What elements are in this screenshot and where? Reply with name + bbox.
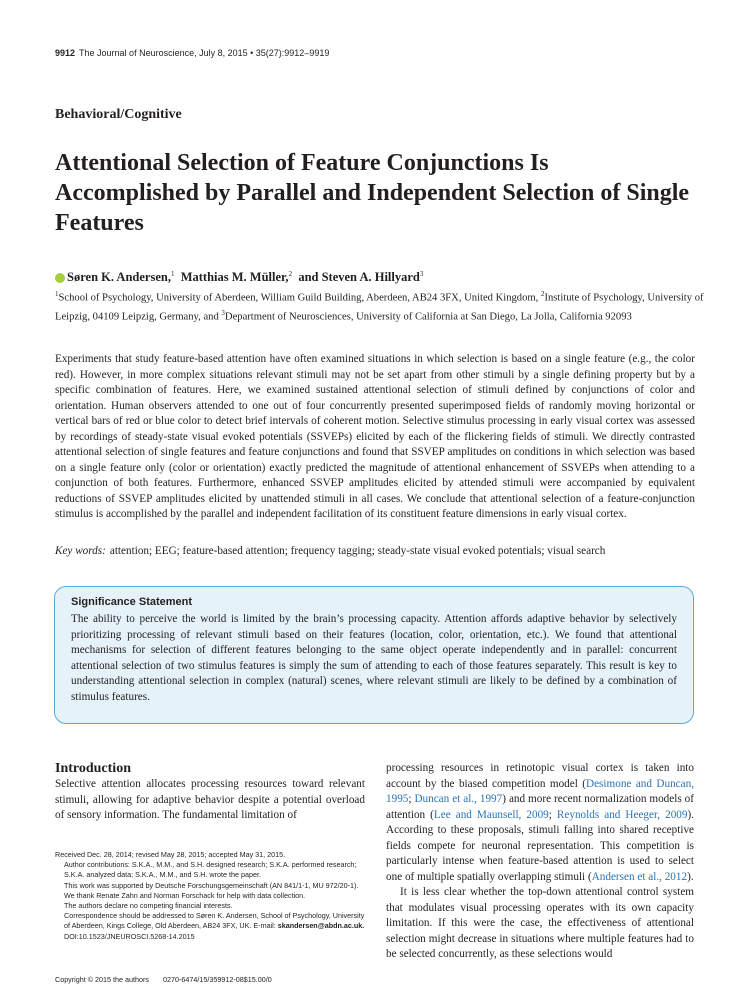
citation-link[interactable]: Andersen et al., 2012	[591, 870, 688, 883]
keywords-label: Key words:	[55, 545, 106, 557]
keywords	[55, 545, 605, 557]
journal-citation: The Journal of Neuroscience, July 8, 2015 • 35(27):9912–9919	[79, 48, 330, 58]
citation-link[interactable]: Duncan et al., 1997	[414, 793, 503, 805]
introduction-right-column	[386, 761, 694, 963]
issn: 0270-6474/15/359912-08$15.00/0	[163, 975, 272, 984]
copyright: Copyright © 2015 the authors	[55, 975, 149, 984]
copyright-line	[55, 975, 286, 984]
intro-paragraph-1: processing resources in retinotopic visual cortex is taken into account by the biased competition model (Desimone and Duncan, 1995; Duncan et al., 1997) and more recent normalization models of attention (Lee and Maunsell, 2009; Reynolds and Heeger, 2009). According to these proposals, stimuli falling into shared receptive fields compete for neuronal representation. This competition is particularly intense when feature-based attention is used to select one of multiple spatially overlapping stimuli (Andersen et al., 2012).	[386, 762, 695, 883]
significance-title: Significance Statement	[71, 596, 193, 608]
introduction-heading: Introduction	[55, 761, 131, 776]
author-1[interactable]: Søren K. Andersen,$^1$	[67, 270, 175, 285]
footnote-doi: DOI:10.1523/JNEUROSCI.5268-14.2015	[64, 931, 195, 941]
footnote-received: Received Dec. 28, 2014; revised May 28, 2015; accepted May 31, 2015.	[55, 850, 286, 859]
page-number: 9912	[55, 48, 76, 58]
keywords-list: attention; EEG; feature-based attention; frequency tagging; steady-state visual evoked potentials; visual search	[109, 545, 606, 557]
significance-statement-box	[54, 586, 694, 724]
footnote-correspondence: Correspondence should be addressed to Søren K. Andersen, School of Psychology, University of Aberdeen, Kings College, Old Aberdeen, AB24 3FX, UK. E-mail: skandersen@abdn.ac.uk.	[64, 911, 365, 931]
affiliations: $^1$School of Psychology, University of Aberdeen, William Guild Building, Aberdeen, AB24 3FX, United Kingdom, $^2$Institute of Psychology, University of Leipzig, 04109 Leipzig, Germany, and $^3$Department of Neurosciences, University of California at San Diego, La Jolla, California 92093	[55, 290, 704, 323]
intro-paragraph-2: It is less clear whether the top-down attentional control system that modulates visual processing operates with its own capacity limitation. If this were the case, the effectiveness of attentional selection might decrease in situations where multiple features had to be selected concurrently, as these selections would	[386, 886, 694, 960]
introduction-left-text: Selective attention allocates processing resources toward relevant stimuli, allowing for adaptive behavior despite a potential overload of sensory information. The fundamental limitation of	[55, 778, 365, 821]
running-header	[55, 48, 329, 58]
orcid-icon[interactable]	[55, 273, 65, 283]
author-2[interactable]: Matthias M. Müller,$^2$	[180, 270, 293, 285]
abstract: Experiments that study feature-based attention have often examined situations in which selection is based on a single feature (e.g., the color red). However, in more complex situations relevant stimuli may not be set apart from other stimuli by a single defining property but by a specific combination of features. Here, we examined sustained attentional selection of stimuli defined by conjunctions of color and orientation. Human observers attended to one out of four concurrently presented superimposed fields of randomly moving horizontal or vertical bars of red or blue color to detect brief intervals of coherent motion. Selective stimulus processing in early visual cortex was assessed by recordings of steady-state visual evoked potentials (SSVEPs) elicited by each of the flickering fields of stimuli. We directly contrasted attentional selection of single features and feature conjunctions and found that SSVEP amplitudes on conditions in which selection was based on a single feature only (color or orientation) exactly predicted the magnitude of attentional enhancement of SSVEPs when attending to a conjunction of both features. Furthermore, enhanced SSVEP amplitudes elicited by attended stimuli were accompanied by equivalent reductions of SSVEP amplitudes elicited by unattended stimuli in all cases. We conclude that attentional selection of a feature-conjunction stimulus is accomplished by the parallel and independent facilitation of its constituent feature dimensions in early visual cortex.	[55, 353, 695, 520]
author-3[interactable]: and Steven A. Hillyard$^3$	[298, 270, 424, 285]
author-list	[55, 270, 423, 285]
citation-link[interactable]: Lee and Maunsell, 2009	[433, 808, 549, 821]
email-link[interactable]: skandersen@abdn.ac.uk.	[277, 921, 365, 931]
footnote-contributions: Author contributions: S.K.A., M.M., and S.H. designed research; S.K.A. performed research; S.K.A. analyzed data; S.K.A., M.M., and S.H. wrote the paper.	[64, 860, 357, 880]
footnote-funding: This work was supported by Deutsche Forschungsgemeinschaft (AN 841/1-1, MU 972/20-1). We thank Renate Zahn and Norman Forschack for help with data collection.	[64, 880, 359, 900]
citation-link[interactable]: Desimone and Duncan, 1995	[386, 777, 695, 805]
footnote-competing: The authors declare no competing financial interests.	[64, 901, 233, 911]
paper-title: Attentional Selection of Feature Conjunctions Is Accomplished by Parallel and Independent Selection of Single Features	[55, 150, 690, 236]
citation-link[interactable]: Reynolds and Heeger, 2009	[556, 808, 688, 821]
section-label: Behavioral/Cognitive	[55, 107, 182, 122]
footnotes	[55, 850, 365, 942]
significance-text: The ability to perceive the world is limited by the brain’s processing capacity. Attention affords adaptive behavior by selectively prioritizing processing of relevant stimuli based on their features (location, color, orientation, etc.). We found that attentional mechanisms for selection of different features belonging to the same object operate independently and in parallel: concurrent attentional selection of two stimulus features is simply the sum of attending to each of those features separately. This result is key to understanding attentional selection in complex (natural) scenes, where relevant stimuli are likely to be defined by a combination of stimulus features.	[71, 613, 677, 703]
